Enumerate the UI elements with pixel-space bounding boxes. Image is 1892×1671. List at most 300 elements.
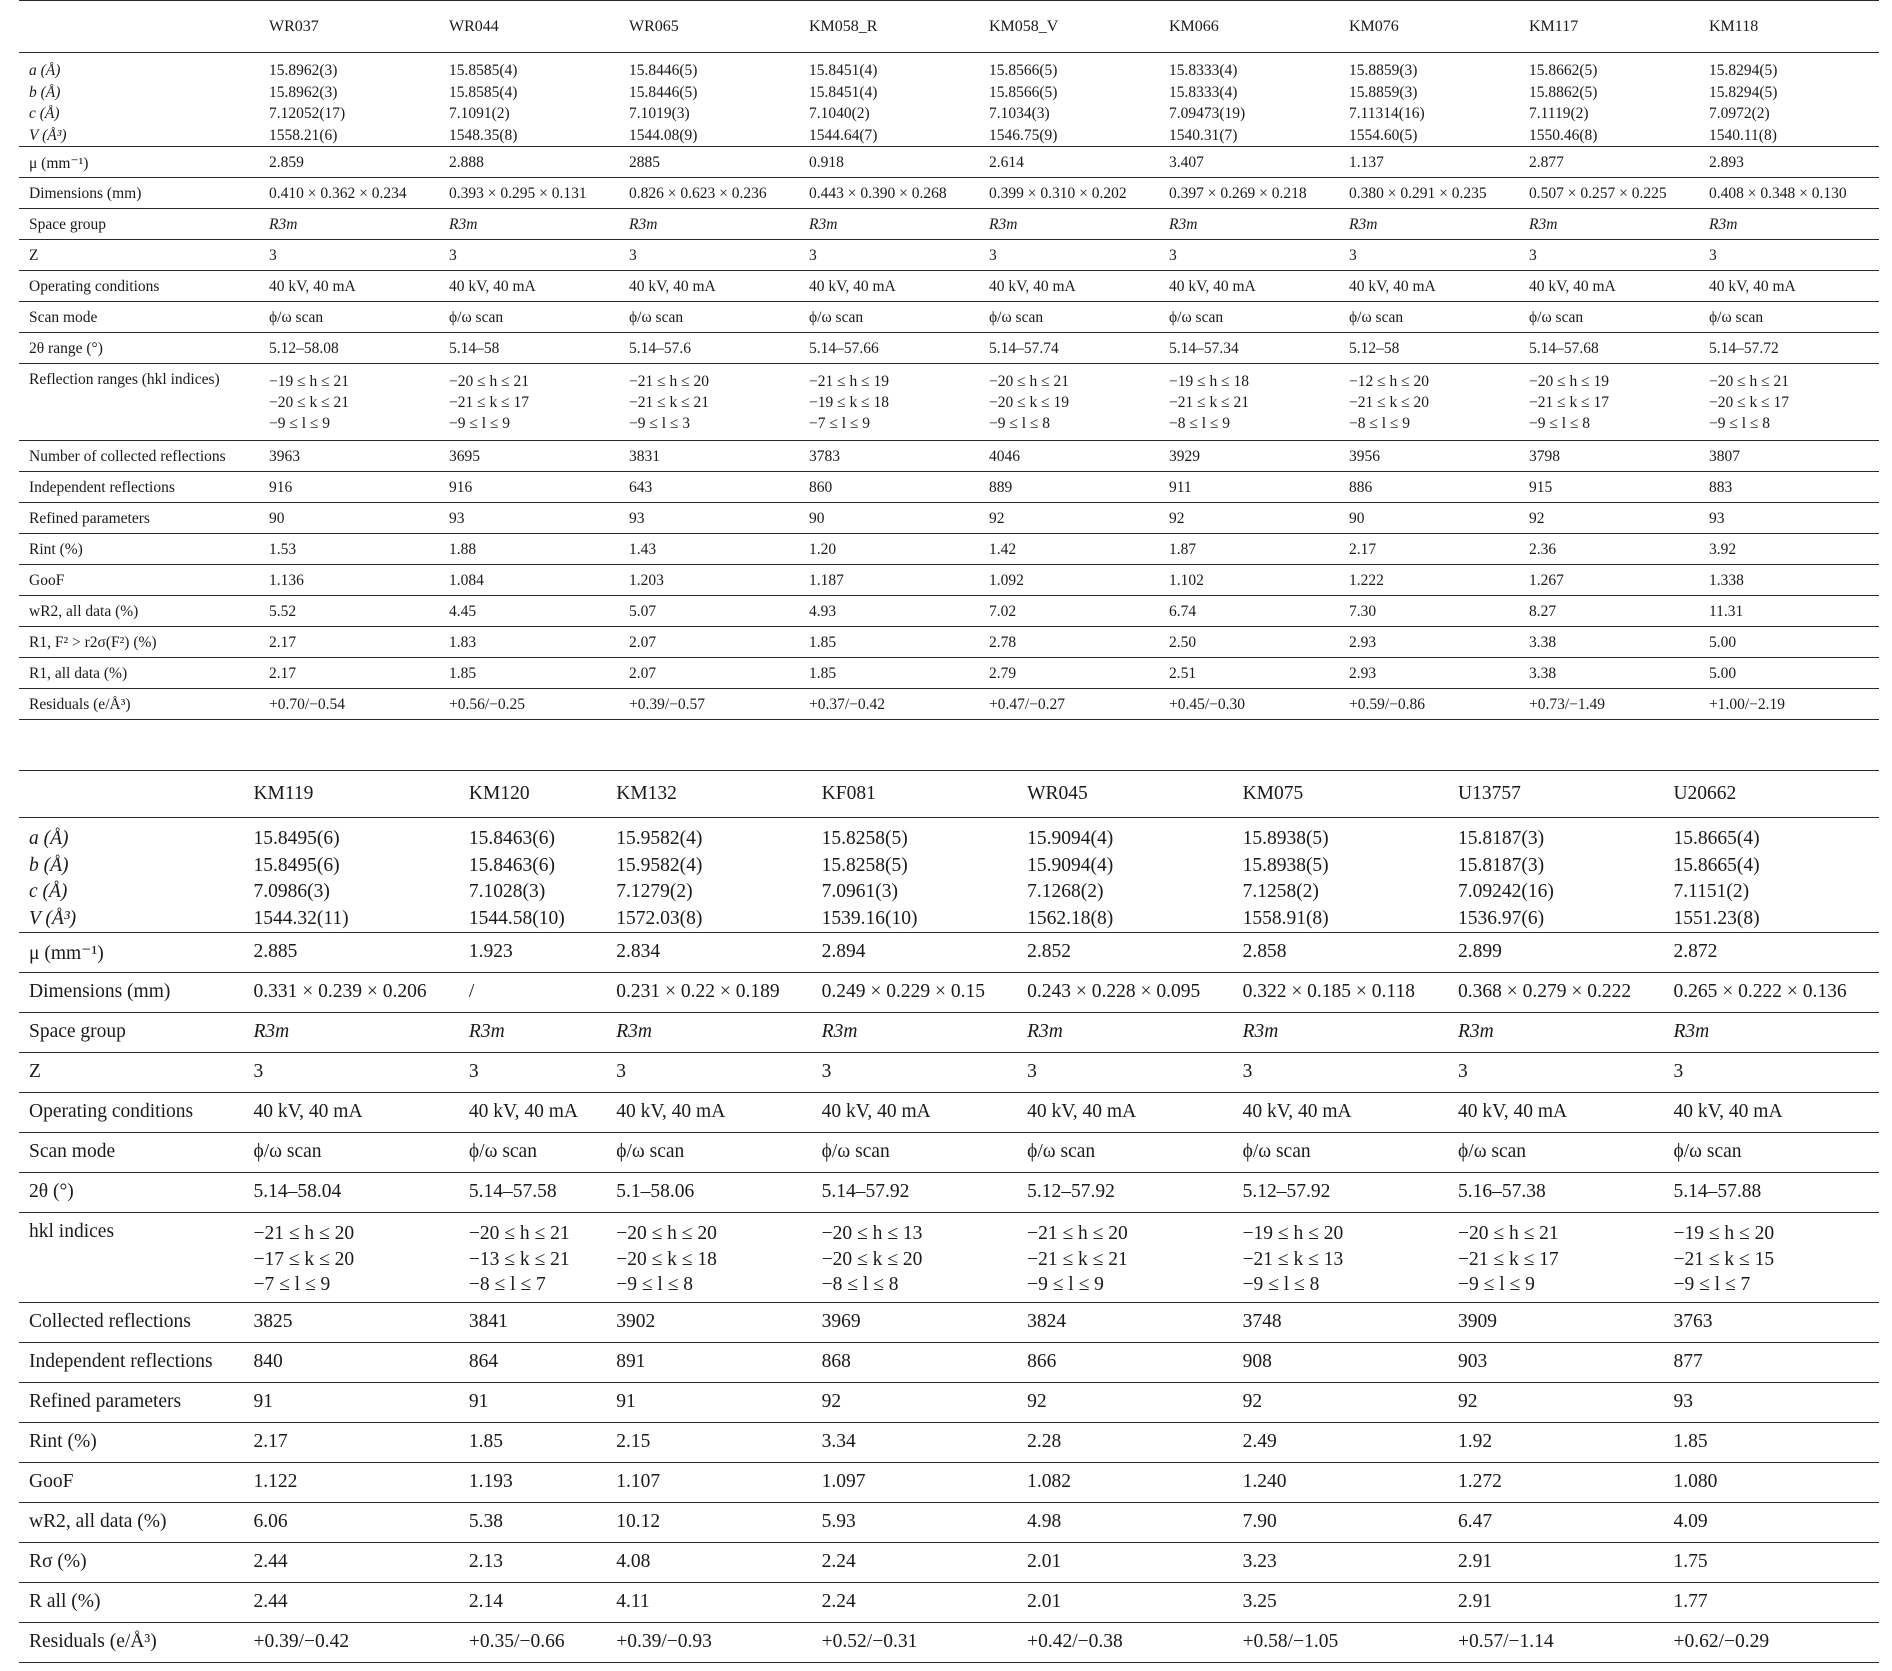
table-cell: 1.272 xyxy=(1448,1463,1663,1503)
table-cell: 877 xyxy=(1663,1343,1879,1383)
table-cell: 6.06 xyxy=(243,1503,458,1543)
row-label: μ (mm⁻¹) xyxy=(19,147,259,178)
table-cell: 0.507 × 0.257 × 0.225 xyxy=(1519,178,1699,209)
table-cell: 3969 xyxy=(812,1303,1017,1343)
row-label: GooF xyxy=(19,1463,243,1503)
table-cell: 3956 xyxy=(1339,441,1519,472)
table-cell: ϕ/ω scan xyxy=(1339,302,1519,333)
hkl-range: −19 ≤ h ≤ 21 xyxy=(269,373,350,390)
header-row xyxy=(19,771,1879,818)
row-label: Refined parameters xyxy=(19,503,259,534)
table-cell: 3 xyxy=(243,1053,458,1093)
table-cell: 2.51 xyxy=(1159,658,1339,689)
hkl-range: −17 ≤ k ≤ 20 xyxy=(253,1248,355,1270)
table-cell: 1.43 xyxy=(619,534,799,565)
table-cell: 1.87 xyxy=(1159,534,1339,565)
table-cell: +0.70/−0.54 xyxy=(259,689,439,720)
row-label: Operating conditions xyxy=(19,271,259,302)
table-cell: 3909 xyxy=(1448,1303,1663,1343)
table-cell: 3 xyxy=(812,1053,1017,1093)
cell-value: 7.1268(2) xyxy=(1027,881,1104,902)
table-cell: 3783 xyxy=(799,441,979,472)
row-label: Residuals (e/Å³) xyxy=(19,689,259,720)
cell-param-values xyxy=(1159,53,1339,147)
table-cell: 1.85 xyxy=(439,658,619,689)
table-cell: 1.85 xyxy=(459,1423,606,1463)
table-cell: 4.45 xyxy=(439,596,619,627)
cell-param-values xyxy=(1339,53,1519,147)
cell-value: 15.8258(5) xyxy=(821,828,908,849)
table-cell: 11.31 xyxy=(1699,596,1879,627)
column-header: KM058_R xyxy=(799,1,979,53)
hkl-range: −20 ≤ h ≤ 13 xyxy=(821,1223,923,1244)
hkl-range: −8 ≤ l ≤ 7 xyxy=(468,1274,546,1295)
table-cell: 868 xyxy=(812,1343,1017,1383)
column-header: KM066 xyxy=(1159,1,1339,53)
column-header: U13757 xyxy=(1448,771,1663,818)
cell-value: 1548.35(8) xyxy=(449,126,518,144)
hkl-cell xyxy=(243,1213,458,1303)
cell-param-label: a (Å) xyxy=(29,828,69,849)
table-cell: 886 xyxy=(1339,472,1519,503)
hkl-range: −21 ≤ k ≤ 21 xyxy=(1169,394,1250,411)
cell-param-values xyxy=(1017,818,1232,933)
hkl-range: −20 ≤ h ≤ 21 xyxy=(449,373,530,390)
table-cell: 5.16–57.38 xyxy=(1448,1173,1663,1213)
table-cell: 916 xyxy=(259,472,439,503)
table-cell: ϕ/ω scan xyxy=(459,1133,606,1173)
table-cell: 92 xyxy=(979,503,1159,534)
table-cell: 5.14–57.92 xyxy=(812,1173,1017,1213)
cell-value: 15.8333(4) xyxy=(1169,83,1238,101)
row-label: R1, all data (%) xyxy=(19,658,259,689)
table-cell: 2.17 xyxy=(259,658,439,689)
table-row xyxy=(19,1463,1879,1503)
table-cell: 40 kV, 40 mA xyxy=(439,271,619,302)
table-cell: 1.92 xyxy=(1448,1423,1663,1463)
row-label: Space group xyxy=(19,1013,243,1053)
table-cell: 2.888 xyxy=(439,147,619,178)
hkl-range: −21 ≤ k ≤ 13 xyxy=(1242,1248,1344,1270)
table-cell: 0.918 xyxy=(799,147,979,178)
row-label: Rσ (%) xyxy=(19,1543,243,1583)
table-cell: 4.93 xyxy=(799,596,979,627)
table-cell: 1.203 xyxy=(619,565,799,596)
cell-param-values xyxy=(1519,53,1699,147)
cell-value: 15.8665(4) xyxy=(1673,828,1760,849)
row-label: Number of collected reflections xyxy=(19,441,259,472)
table-cell: 0.249 × 0.229 × 0.15 xyxy=(812,973,1017,1013)
table-cell: 40 kV, 40 mA xyxy=(243,1093,458,1133)
table-cell: R3m xyxy=(1519,209,1699,240)
cell-value: 7.11314(16) xyxy=(1349,105,1425,122)
table-cell: R3m xyxy=(1159,209,1339,240)
cell-value: 15.8446(5) xyxy=(629,62,698,79)
table-cell: ϕ/ω scan xyxy=(243,1133,458,1173)
table-row xyxy=(19,147,1879,178)
hkl-range: −20 ≤ k ≤ 20 xyxy=(821,1248,923,1270)
table-cell: 5.14–58 xyxy=(439,333,619,364)
table-cell: +0.45/−0.30 xyxy=(1159,689,1339,720)
table-cell: 0.331 × 0.239 × 0.206 xyxy=(243,973,458,1013)
table-cell: 40 kV, 40 mA xyxy=(459,1093,606,1133)
table-cell: 2.93 xyxy=(1339,658,1519,689)
cell-param-label: a (Å) xyxy=(29,62,61,79)
table-cell: 3831 xyxy=(619,441,799,472)
table-cell: / xyxy=(459,973,606,1013)
table-cell: 0.826 × 0.623 × 0.236 xyxy=(619,178,799,209)
table-cell: R3m xyxy=(259,209,439,240)
row-label: Z xyxy=(19,240,259,271)
column-header: KM058_V xyxy=(979,1,1159,53)
column-header: KM117 xyxy=(1519,1,1699,53)
hkl-range: −20 ≤ h ≤ 21 xyxy=(989,373,1070,390)
table-cell: 4.98 xyxy=(1017,1503,1232,1543)
table-row xyxy=(19,534,1879,565)
hkl-range: −20 ≤ h ≤ 19 xyxy=(1529,373,1610,390)
column-header: WR045 xyxy=(1017,771,1232,818)
cell-value: 1550.46(8) xyxy=(1529,126,1598,144)
column-header: KM076 xyxy=(1339,1,1519,53)
cell-value: 1562.18(8) xyxy=(1027,907,1114,929)
hkl-cell xyxy=(1159,364,1339,441)
table-cell: 92 xyxy=(1448,1383,1663,1423)
table-cell: 1.102 xyxy=(1159,565,1339,596)
table-cell: 93 xyxy=(1663,1383,1879,1423)
table-cell: 40 kV, 40 mA xyxy=(1159,271,1339,302)
table-cell: 1.136 xyxy=(259,565,439,596)
table-cell: R3m xyxy=(1339,209,1519,240)
table-row xyxy=(19,441,1879,472)
table-cell: 2.877 xyxy=(1519,147,1699,178)
table-cell: 2.49 xyxy=(1233,1423,1448,1463)
hkl-range: −21 ≤ h ≤ 19 xyxy=(809,373,890,390)
table-cell: 2.24 xyxy=(812,1583,1017,1623)
table-cell: 1.097 xyxy=(812,1463,1017,1503)
hkl-range: −20 ≤ h ≤ 21 xyxy=(1709,373,1790,390)
table-cell: R3m xyxy=(1233,1013,1448,1053)
hkl-range: −9 ≤ l ≤ 3 xyxy=(629,415,691,432)
cell-value: 1544.32(11) xyxy=(253,907,349,929)
cell-value: 7.0986(3) xyxy=(253,881,330,902)
table-cell: 2.15 xyxy=(606,1423,811,1463)
table-cell: 0.380 × 0.291 × 0.235 xyxy=(1339,178,1519,209)
cell-value: 15.8294(5) xyxy=(1709,62,1778,79)
table-cell: 5.12–58.08 xyxy=(259,333,439,364)
table-cell: 864 xyxy=(459,1343,606,1383)
table-cell: 7.30 xyxy=(1339,596,1519,627)
hkl-range: −9 ≤ l ≤ 9 xyxy=(1027,1274,1104,1295)
row-label: μ (mm⁻¹) xyxy=(19,933,243,973)
table-cell: R3m xyxy=(1448,1013,1663,1053)
table-cell: ϕ/ω scan xyxy=(812,1133,1017,1173)
table-cell: 1.77 xyxy=(1663,1583,1879,1623)
table-row xyxy=(19,302,1879,333)
table-cell: 1.193 xyxy=(459,1463,606,1503)
table-cell: 5.38 xyxy=(459,1503,606,1543)
table-cell: +0.39/−0.57 xyxy=(619,689,799,720)
table-cell: 40 kV, 40 mA xyxy=(1339,271,1519,302)
hkl-range: −19 ≤ h ≤ 20 xyxy=(1673,1223,1775,1244)
table-cell: 2.852 xyxy=(1017,933,1232,973)
table-cell: 1.084 xyxy=(439,565,619,596)
table-cell: 3748 xyxy=(1233,1303,1448,1343)
table-cell: 40 kV, 40 mA xyxy=(812,1093,1017,1133)
table-cell: 915 xyxy=(1519,472,1699,503)
table-cell: 3 xyxy=(1519,240,1699,271)
hkl-range: −20 ≤ h ≤ 21 xyxy=(468,1223,570,1244)
hkl-range: −8 ≤ l ≤ 9 xyxy=(1169,415,1231,432)
table-cell: 5.14–57.58 xyxy=(459,1173,606,1213)
table-cell: 3 xyxy=(259,240,439,271)
column-header: KM119 xyxy=(243,771,458,818)
table-cell: 40 kV, 40 mA xyxy=(1699,271,1879,302)
cell-value: 1540.31(7) xyxy=(1169,126,1238,144)
table-cell: ϕ/ω scan xyxy=(1448,1133,1663,1173)
column-header: KM132 xyxy=(606,771,811,818)
table-cell: 5.14–58.04 xyxy=(243,1173,458,1213)
cell-value: 15.8662(5) xyxy=(1529,62,1598,79)
cell-value: 15.8294(5) xyxy=(1709,83,1778,101)
table-cell: 91 xyxy=(459,1383,606,1423)
table-cell: 90 xyxy=(1339,503,1519,534)
table-cell: 0.408 × 0.348 × 0.130 xyxy=(1699,178,1879,209)
table-cell: 2.36 xyxy=(1519,534,1699,565)
table-cell: R3m xyxy=(619,209,799,240)
table-row xyxy=(19,1303,1879,1343)
table-cell: 40 kV, 40 mA xyxy=(1017,1093,1232,1133)
table-cell: 3963 xyxy=(259,441,439,472)
table-cell: 1.338 xyxy=(1699,565,1879,596)
table-row xyxy=(19,658,1879,689)
table-cell: 3902 xyxy=(606,1303,811,1343)
cell-value: 7.1019(3) xyxy=(629,105,690,122)
table-row xyxy=(19,627,1879,658)
cell-value: 1546.75(9) xyxy=(989,126,1058,144)
hkl-range: −21 ≤ k ≤ 17 xyxy=(449,394,530,411)
hkl-range: −9 ≤ l ≤ 9 xyxy=(1458,1274,1535,1295)
hkl-cell xyxy=(1663,1213,1879,1303)
table-cell: 2.14 xyxy=(459,1583,606,1623)
table-cell: ϕ/ω scan xyxy=(1017,1133,1232,1173)
table-cell: 3.38 xyxy=(1519,658,1699,689)
cell-param-label: b (Å) xyxy=(29,854,69,876)
cell-param-values xyxy=(979,53,1159,147)
table-cell: 1.42 xyxy=(979,534,1159,565)
table-cell: 3 xyxy=(1699,240,1879,271)
hkl-range: −19 ≤ k ≤ 18 xyxy=(809,394,890,411)
table-cell: ϕ/ω scan xyxy=(1159,302,1339,333)
cell-value: 7.09473(19) xyxy=(1169,105,1246,122)
row-label: Operating conditions xyxy=(19,1093,243,1133)
table-cell: 7.90 xyxy=(1233,1503,1448,1543)
row-label: Collected reflections xyxy=(19,1303,243,1343)
cell-value: 1558.21(6) xyxy=(269,126,338,144)
cell-value: 1536.97(6) xyxy=(1458,907,1545,929)
table-cell: 90 xyxy=(799,503,979,534)
row-label: Independent reflections xyxy=(19,1343,243,1383)
table-row xyxy=(19,1543,1879,1583)
cell-value: 1572.03(8) xyxy=(616,907,703,929)
table-cell: 3.25 xyxy=(1233,1583,1448,1623)
row-label xyxy=(19,818,243,933)
table-cell: 2.13 xyxy=(459,1543,606,1583)
table-cell: +0.39/−0.93 xyxy=(606,1623,811,1663)
table-cell: 3824 xyxy=(1017,1303,1232,1343)
hkl-cell xyxy=(459,1213,606,1303)
row-label: Refined parameters xyxy=(19,1383,243,1423)
hkl-cell xyxy=(606,1213,811,1303)
column-header: WR065 xyxy=(619,1,799,53)
hkl-cell xyxy=(259,364,439,441)
table-cell: +0.59/−0.86 xyxy=(1339,689,1519,720)
cell-value: 7.1028(3) xyxy=(468,881,546,902)
table-cell: 90 xyxy=(259,503,439,534)
cell-value: 15.8451(4) xyxy=(809,62,878,79)
cell-value: 7.1119(2) xyxy=(1529,105,1589,122)
table-row xyxy=(19,240,1879,271)
table-cell: 0.368 × 0.279 × 0.222 xyxy=(1448,973,1663,1013)
table-cell: 40 kV, 40 mA xyxy=(1663,1093,1879,1133)
table-cell: 3 xyxy=(606,1053,811,1093)
cell-value: 15.8938(5) xyxy=(1242,828,1329,849)
column-header: WR044 xyxy=(439,1,619,53)
hkl-cell xyxy=(812,1213,1017,1303)
cell-value: 15.8333(4) xyxy=(1169,62,1238,79)
header-corner xyxy=(19,1,259,53)
table-cell: R3m xyxy=(979,209,1159,240)
hkl-range: −7 ≤ l ≤ 9 xyxy=(809,415,871,432)
table-cell: +0.73/−1.49 xyxy=(1519,689,1699,720)
row-label: wR2, all data (%) xyxy=(19,1503,243,1543)
cell-parameters-row xyxy=(19,818,1879,933)
column-header: WR037 xyxy=(259,1,439,53)
table-cell: 1.53 xyxy=(259,534,439,565)
table-cell: 2.91 xyxy=(1448,1543,1663,1583)
cell-param-label: c (Å) xyxy=(29,105,60,122)
table-cell: R3m xyxy=(799,209,979,240)
table-cell: ϕ/ω scan xyxy=(1663,1133,1879,1173)
table-row xyxy=(19,596,1879,627)
cell-param-label: b (Å) xyxy=(29,83,61,101)
table-cell: 891 xyxy=(606,1343,811,1383)
table-cell: +0.62/−0.29 xyxy=(1663,1623,1879,1663)
table-cell: 2.17 xyxy=(259,627,439,658)
table-cell: 5.07 xyxy=(619,596,799,627)
cell-value: 1544.64(7) xyxy=(809,126,878,144)
table-cell: 860 xyxy=(799,472,979,503)
table-cell: R3m xyxy=(1663,1013,1879,1053)
table-cell: 1.122 xyxy=(243,1463,458,1503)
cell-value: 7.1258(2) xyxy=(1242,881,1319,902)
table-cell: 6.47 xyxy=(1448,1503,1663,1543)
hkl-cell xyxy=(439,364,619,441)
cell-param-values xyxy=(439,53,619,147)
table-cell: 2.93 xyxy=(1339,627,1519,658)
table-cell: 0.231 × 0.22 × 0.189 xyxy=(606,973,811,1013)
table-cell: 2.50 xyxy=(1159,627,1339,658)
table-row xyxy=(19,973,1879,1013)
hkl-range: −19 ≤ h ≤ 18 xyxy=(1169,373,1250,390)
table-cell: 5.12–58 xyxy=(1339,333,1519,364)
cell-value: 7.1091(2) xyxy=(449,105,510,122)
table-cell: 1.20 xyxy=(799,534,979,565)
table-row xyxy=(19,271,1879,302)
table-cell: ϕ/ω scan xyxy=(439,302,619,333)
table-cell: 643 xyxy=(619,472,799,503)
cell-param-values xyxy=(1233,818,1448,933)
row-label: GooF xyxy=(19,565,259,596)
row-label: Z xyxy=(19,1053,243,1093)
cell-param-values xyxy=(606,818,811,933)
table-row xyxy=(19,565,1879,596)
row-label: Dimensions (mm) xyxy=(19,178,259,209)
table-cell: 3 xyxy=(1663,1053,1879,1093)
table-cell: 840 xyxy=(243,1343,458,1383)
row-label: 2θ (°) xyxy=(19,1173,243,1213)
cell-param-values xyxy=(1448,818,1663,933)
table-cell: 2.24 xyxy=(812,1543,1017,1583)
table-cell: 3 xyxy=(799,240,979,271)
cell-value: 15.8187(3) xyxy=(1458,828,1545,849)
hkl-range: −9 ≤ l ≤ 8 xyxy=(1242,1274,1320,1295)
table-cell: 3 xyxy=(1448,1053,1663,1093)
table-cell: 3.92 xyxy=(1699,534,1879,565)
table-cell: +0.35/−0.66 xyxy=(459,1623,606,1663)
hkl-range: −8 ≤ l ≤ 8 xyxy=(821,1274,899,1295)
table-cell: 4.09 xyxy=(1663,1503,1879,1543)
table-cell: 2.885 xyxy=(243,933,458,973)
table-cell: 91 xyxy=(606,1383,811,1423)
cell-value: 7.0961(3) xyxy=(821,881,899,902)
table-cell: 3763 xyxy=(1663,1303,1879,1343)
table-cell: R3m xyxy=(459,1013,606,1053)
table-cell: 5.12–57.92 xyxy=(1017,1173,1232,1213)
cell-value: 15.8938(5) xyxy=(1242,854,1329,876)
cell-value: 15.8962(3) xyxy=(269,62,338,79)
table-cell: 2.91 xyxy=(1448,1583,1663,1623)
row-label: Reflection ranges (hkl indices) xyxy=(19,364,259,441)
hkl-cell xyxy=(979,364,1159,441)
table-row xyxy=(19,209,1879,240)
table-cell: R3m xyxy=(812,1013,1017,1053)
row-label: Space group xyxy=(19,209,259,240)
table-cell: 3.23 xyxy=(1233,1543,1448,1583)
row-label: wR2, all data (%) xyxy=(19,596,259,627)
cell-param-values xyxy=(243,818,458,933)
hkl-range: −21 ≤ h ≤ 20 xyxy=(253,1223,355,1244)
row-label: Scan mode xyxy=(19,302,259,333)
table-cell: 2.894 xyxy=(812,933,1017,973)
table-cell: ϕ/ω scan xyxy=(979,302,1159,333)
cell-value: 1551.23(8) xyxy=(1673,907,1760,929)
table-cell: 92 xyxy=(1017,1383,1232,1423)
hkl-range: −21 ≤ k ≤ 15 xyxy=(1673,1248,1775,1270)
table-cell: 916 xyxy=(439,472,619,503)
row-label: R1, F² > r2σ(F²) (%) xyxy=(19,627,259,658)
hkl-cell xyxy=(1448,1213,1663,1303)
hkl-range: −13 ≤ k ≤ 21 xyxy=(468,1248,570,1270)
cell-value: 7.09242(16) xyxy=(1458,881,1554,902)
table-cell: 2.01 xyxy=(1017,1583,1232,1623)
hkl-range: −21 ≤ h ≤ 20 xyxy=(629,373,710,390)
hkl-range: −20 ≤ h ≤ 21 xyxy=(1458,1223,1559,1244)
table-cell: ϕ/ω scan xyxy=(1233,1133,1448,1173)
table-row xyxy=(19,1503,1879,1543)
table-cell: 2.872 xyxy=(1663,933,1879,973)
cell-param-label: V (Å³) xyxy=(29,907,77,929)
row-label: R all (%) xyxy=(19,1583,243,1623)
